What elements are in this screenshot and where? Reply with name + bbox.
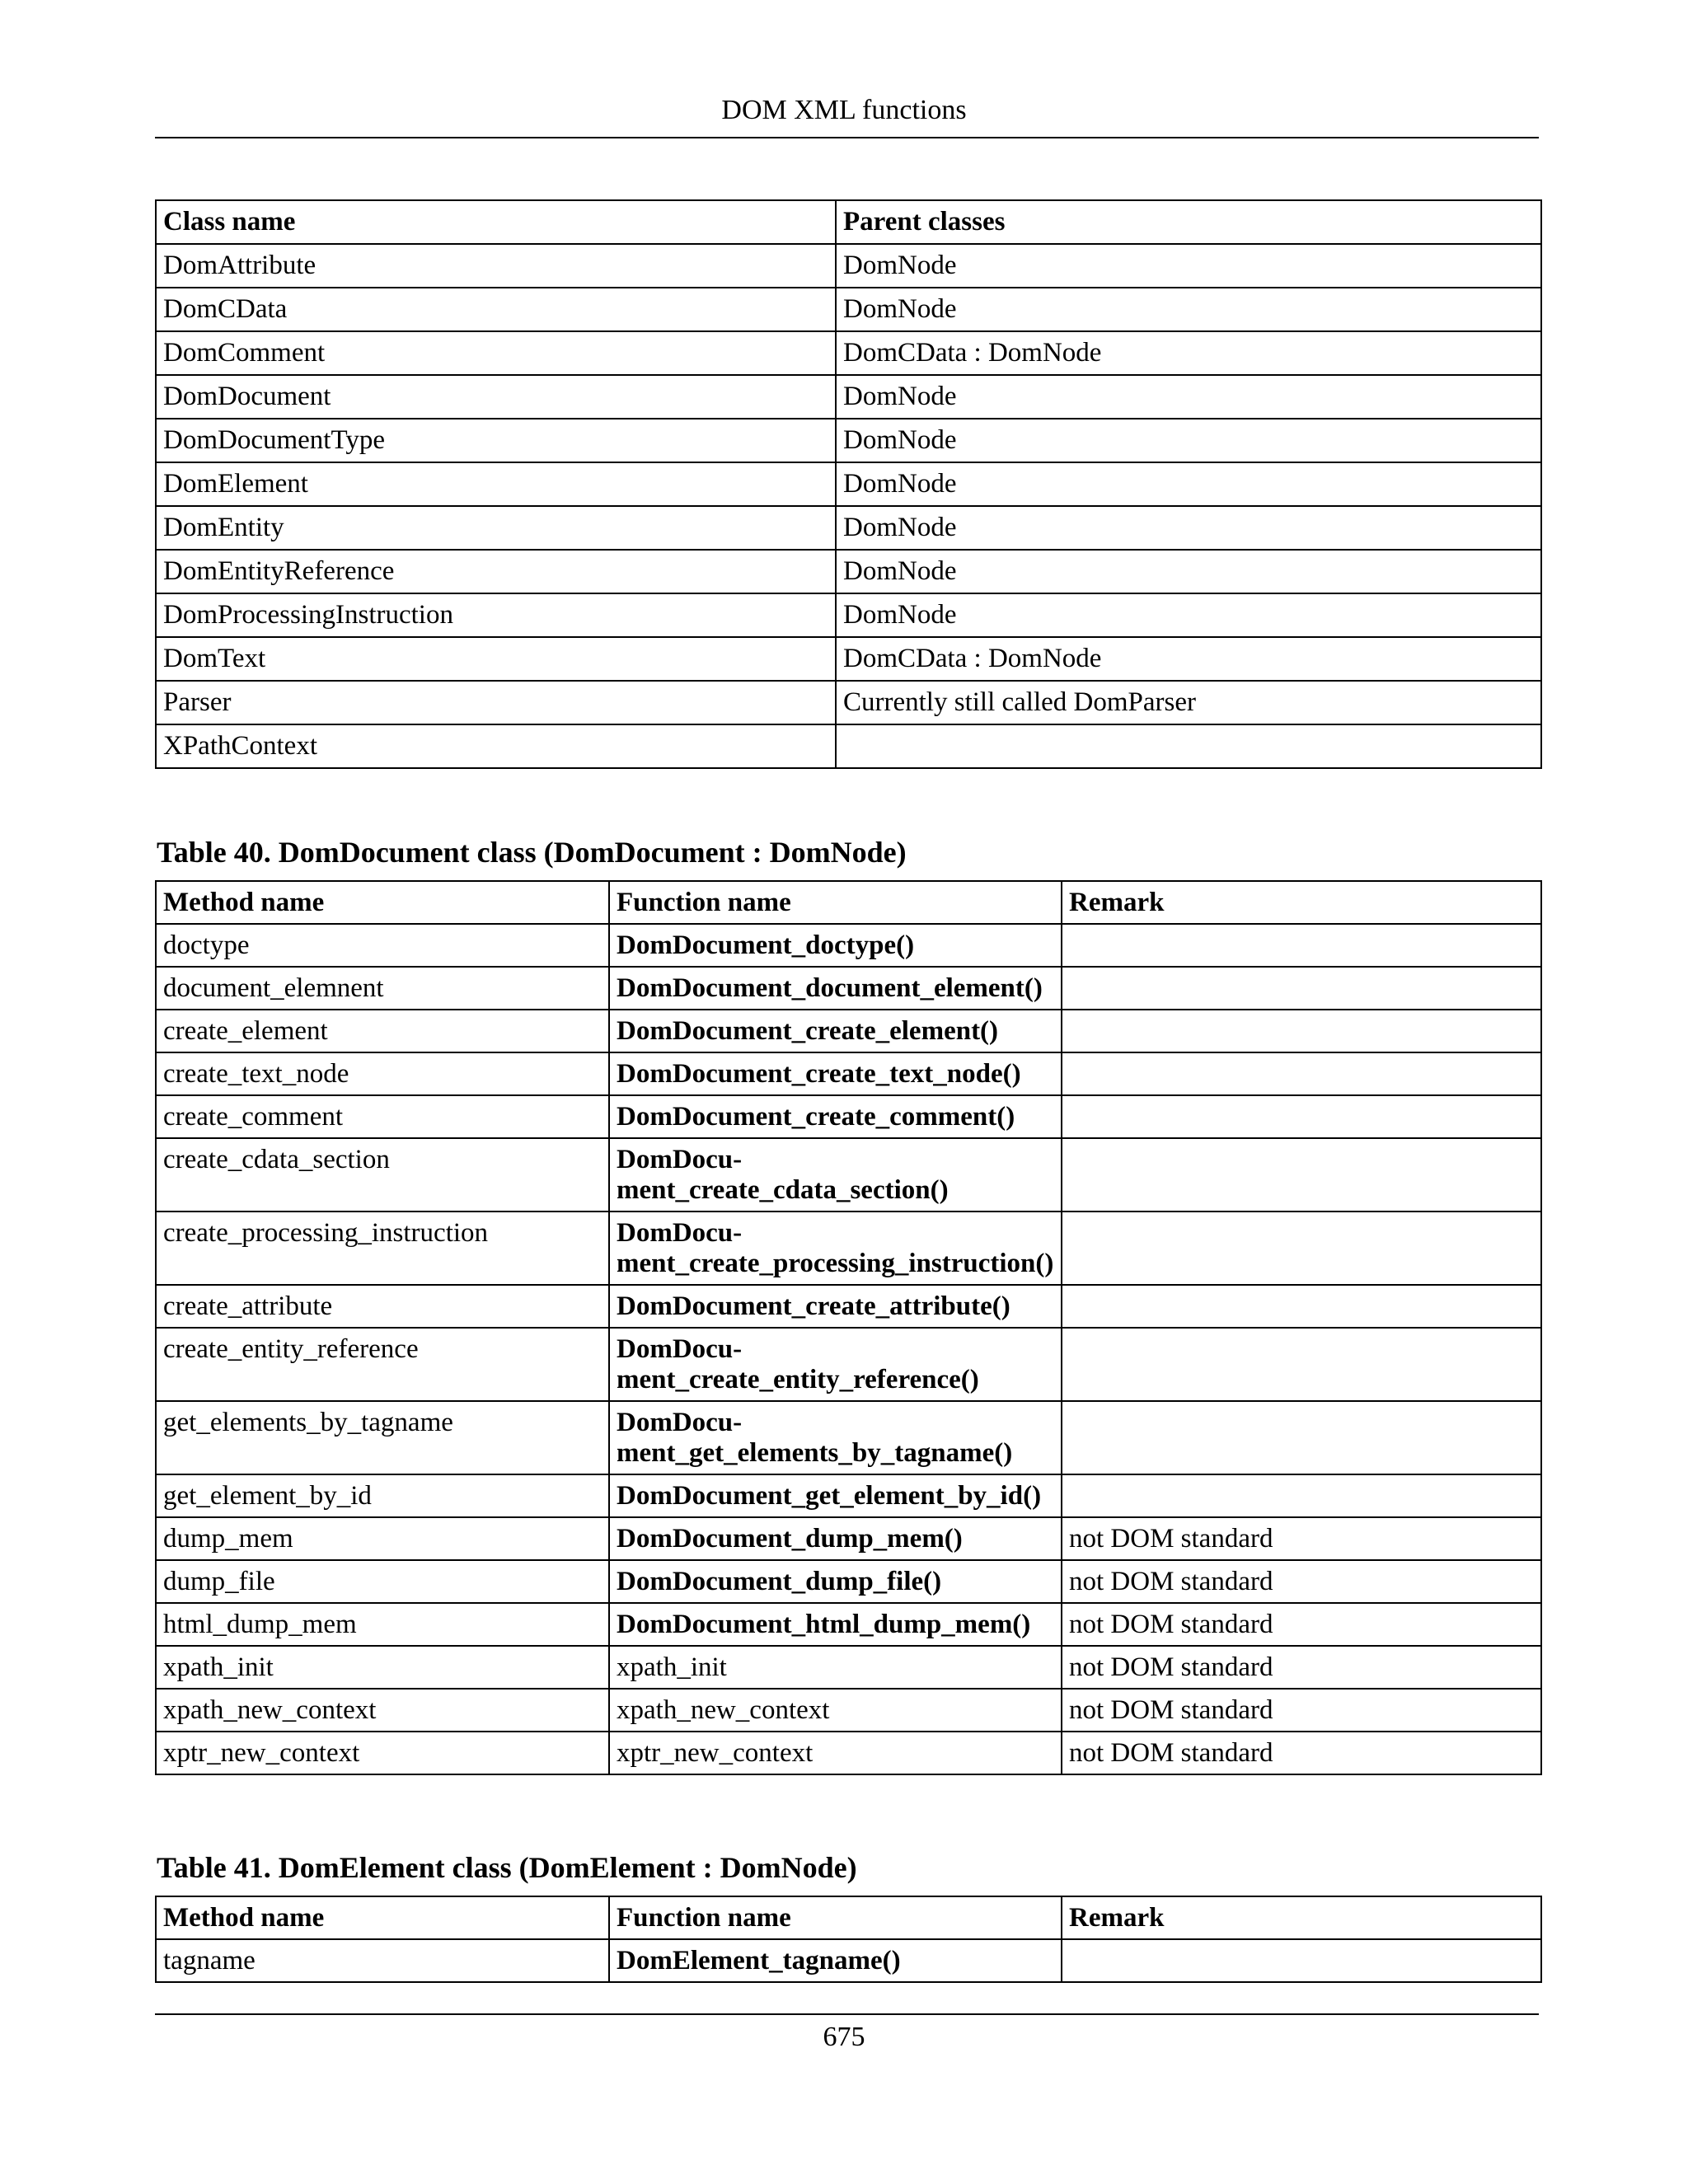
- method-name-cell: create_element: [156, 1010, 609, 1052]
- remark-cell: [1062, 1474, 1541, 1517]
- remark-cell: [1062, 1138, 1541, 1212]
- remark-cell: [1062, 1010, 1541, 1052]
- table-row: [156, 967, 1541, 1010]
- function-name-cell: DomDocument_create_comment(): [609, 1095, 1062, 1138]
- column-header: Class name: [156, 200, 836, 244]
- class-name-cell: DomComment: [156, 331, 836, 375]
- table-row: [156, 1732, 1541, 1774]
- function-name-cell: DomDocument_create_text_node(): [609, 1052, 1062, 1095]
- remark-cell: not DOM standard: [1062, 1560, 1541, 1603]
- function-name-cell: DomDocument_document_element(): [609, 967, 1062, 1010]
- table-row: [156, 1138, 1541, 1212]
- method-name-cell: create_text_node: [156, 1052, 609, 1095]
- table-41-caption: Table 41. DomElement class (DomElement : DomNode): [157, 1851, 857, 1884]
- remark-cell: not DOM standard: [1062, 1517, 1541, 1560]
- table-row: [156, 1401, 1541, 1474]
- column-header: Remark: [1062, 1896, 1541, 1939]
- class-name-cell: DomText: [156, 637, 836, 681]
- remark-cell: not DOM standard: [1062, 1603, 1541, 1646]
- table-row: [156, 1328, 1541, 1401]
- method-name-cell: html_dump_mem: [156, 1603, 609, 1646]
- table-header-row: [156, 200, 1541, 244]
- class-name-cell: DomEntityReference: [156, 550, 836, 593]
- parent-classes-cell: DomNode: [836, 244, 1541, 288]
- remark-cell: [1062, 924, 1541, 967]
- domelement-methods-table: [155, 1896, 1542, 1983]
- parent-classes-cell: DomNode: [836, 593, 1541, 637]
- class-name-cell: DomDocumentType: [156, 419, 836, 462]
- function-name-cell: DomDocu- ment_create_processing_instruction(): [609, 1212, 1062, 1285]
- function-name-cell: DomDocument_dump_file(): [609, 1560, 1062, 1603]
- method-name-cell: dump_file: [156, 1560, 609, 1603]
- class-name-cell: DomProcessingInstruction: [156, 593, 836, 637]
- table-row: [156, 1010, 1541, 1052]
- method-name-cell: dump_mem: [156, 1517, 609, 1560]
- remark-cell: not DOM standard: [1062, 1689, 1541, 1732]
- function-name-cell: DomDocu- ment_create_entity_reference(): [609, 1328, 1062, 1401]
- method-name-cell: create_attribute: [156, 1285, 609, 1328]
- method-name-cell: create_entity_reference: [156, 1328, 609, 1401]
- remark-cell: [1062, 1328, 1541, 1401]
- parent-classes-cell: DomNode: [836, 550, 1541, 593]
- remark-cell: [1062, 1401, 1541, 1474]
- class-name-cell: XPathContext: [156, 724, 836, 768]
- table-40-caption: Table 40. DomDocument class (DomDocument : DomNode): [157, 836, 907, 869]
- function-name-cell: DomDocument_doctype(): [609, 924, 1062, 967]
- method-name-cell: create_cdata_section: [156, 1138, 609, 1212]
- table-row: [156, 1560, 1541, 1603]
- table-row: [156, 1603, 1541, 1646]
- remark-cell: [1062, 1052, 1541, 1095]
- domdocument-methods-table: [155, 880, 1542, 1775]
- function-name-cell: DomDocu- ment_get_elements_by_tagname(): [609, 1401, 1062, 1474]
- table-row: [156, 288, 1541, 331]
- class-name-cell: DomEntity: [156, 506, 836, 550]
- column-header: Function name: [609, 1896, 1062, 1939]
- column-header: Method name: [156, 881, 609, 924]
- method-name-cell: xpath_init: [156, 1646, 609, 1689]
- function-name-cell: DomDocu- ment_create_cdata_section(): [609, 1138, 1062, 1212]
- table-row: [156, 506, 1541, 550]
- table-row: [156, 331, 1541, 375]
- table-row: [156, 593, 1541, 637]
- parent-classes-cell: DomNode: [836, 419, 1541, 462]
- function-name-cell: xptr_new_context: [609, 1732, 1062, 1774]
- method-name-cell: tagname: [156, 1939, 609, 1982]
- parent-classes-cell: DomNode: [836, 506, 1541, 550]
- table-header-row: [156, 881, 1541, 924]
- function-name-cell: DomDocument_get_element_by_id(): [609, 1474, 1062, 1517]
- class-name-cell: DomDocument: [156, 375, 836, 419]
- remark-cell: [1062, 1939, 1541, 1982]
- function-name-cell: DomDocument_html_dump_mem(): [609, 1603, 1062, 1646]
- table-row: [156, 419, 1541, 462]
- column-header: Remark: [1062, 881, 1541, 924]
- remark-cell: [1062, 1095, 1541, 1138]
- table-row: [156, 1517, 1541, 1560]
- class-name-cell: DomCData: [156, 288, 836, 331]
- parent-classes-cell: DomNode: [836, 462, 1541, 506]
- method-name-cell: create_processing_instruction: [156, 1212, 609, 1285]
- parent-classes-cell: DomNode: [836, 375, 1541, 419]
- function-name-cell: xpath_init: [609, 1646, 1062, 1689]
- method-name-cell: get_element_by_id: [156, 1474, 609, 1517]
- class-name-cell: Parser: [156, 681, 836, 724]
- column-header: Parent classes: [836, 200, 1541, 244]
- function-name-cell: DomDocument_dump_mem(): [609, 1517, 1062, 1560]
- table-row: [156, 637, 1541, 681]
- parent-classes-cell: DomCData : DomNode: [836, 637, 1541, 681]
- method-name-cell: doctype: [156, 924, 609, 967]
- remark-cell: [1062, 967, 1541, 1010]
- remark-cell: [1062, 1285, 1541, 1328]
- table-row: [156, 375, 1541, 419]
- table-row: [156, 681, 1541, 724]
- class-name-cell: DomAttribute: [156, 244, 836, 288]
- table-row: [156, 724, 1541, 768]
- remark-cell: [1062, 1212, 1541, 1285]
- table-row: [156, 1095, 1541, 1138]
- table-row: [156, 924, 1541, 967]
- method-name-cell: get_elements_by_tagname: [156, 1401, 609, 1474]
- column-header: Function name: [609, 881, 1062, 924]
- function-name-cell: DomDocument_create_attribute(): [609, 1285, 1062, 1328]
- remark-cell: not DOM standard: [1062, 1646, 1541, 1689]
- table-row: [156, 1689, 1541, 1732]
- parent-classes-cell: DomCData : DomNode: [836, 331, 1541, 375]
- parent-classes-cell: DomNode: [836, 288, 1541, 331]
- column-header: Method name: [156, 1896, 609, 1939]
- table-row: [156, 1285, 1541, 1328]
- page-number: 675: [823, 2022, 865, 2052]
- table-row: [156, 550, 1541, 593]
- table-row: [156, 244, 1541, 288]
- method-name-cell: create_comment: [156, 1095, 609, 1138]
- header-rule: [155, 137, 1539, 138]
- table-row: [156, 1052, 1541, 1095]
- function-name-cell: DomDocument_create_element(): [609, 1010, 1062, 1052]
- table-row: [156, 1646, 1541, 1689]
- method-name-cell: xptr_new_context: [156, 1732, 609, 1774]
- function-name-cell: xpath_new_context: [609, 1689, 1062, 1732]
- table-row: [156, 1474, 1541, 1517]
- class-name-cell: DomElement: [156, 462, 836, 506]
- function-name-cell: DomElement_tagname(): [609, 1939, 1062, 1982]
- table-row: [156, 462, 1541, 506]
- table-header-row: [156, 1896, 1541, 1939]
- footer-rule: [155, 2013, 1539, 2015]
- method-name-cell: document_elemnent: [156, 967, 609, 1010]
- parent-classes-cell: Currently still called DomParser: [836, 681, 1541, 724]
- running-head: DOM XML functions: [721, 95, 967, 125]
- parent-classes-cell: [836, 724, 1541, 768]
- table-row: [156, 1939, 1541, 1982]
- method-name-cell: xpath_new_context: [156, 1689, 609, 1732]
- remark-cell: not DOM standard: [1062, 1732, 1541, 1774]
- table-row: [156, 1212, 1541, 1285]
- class-hierarchy-table: [155, 199, 1542, 769]
